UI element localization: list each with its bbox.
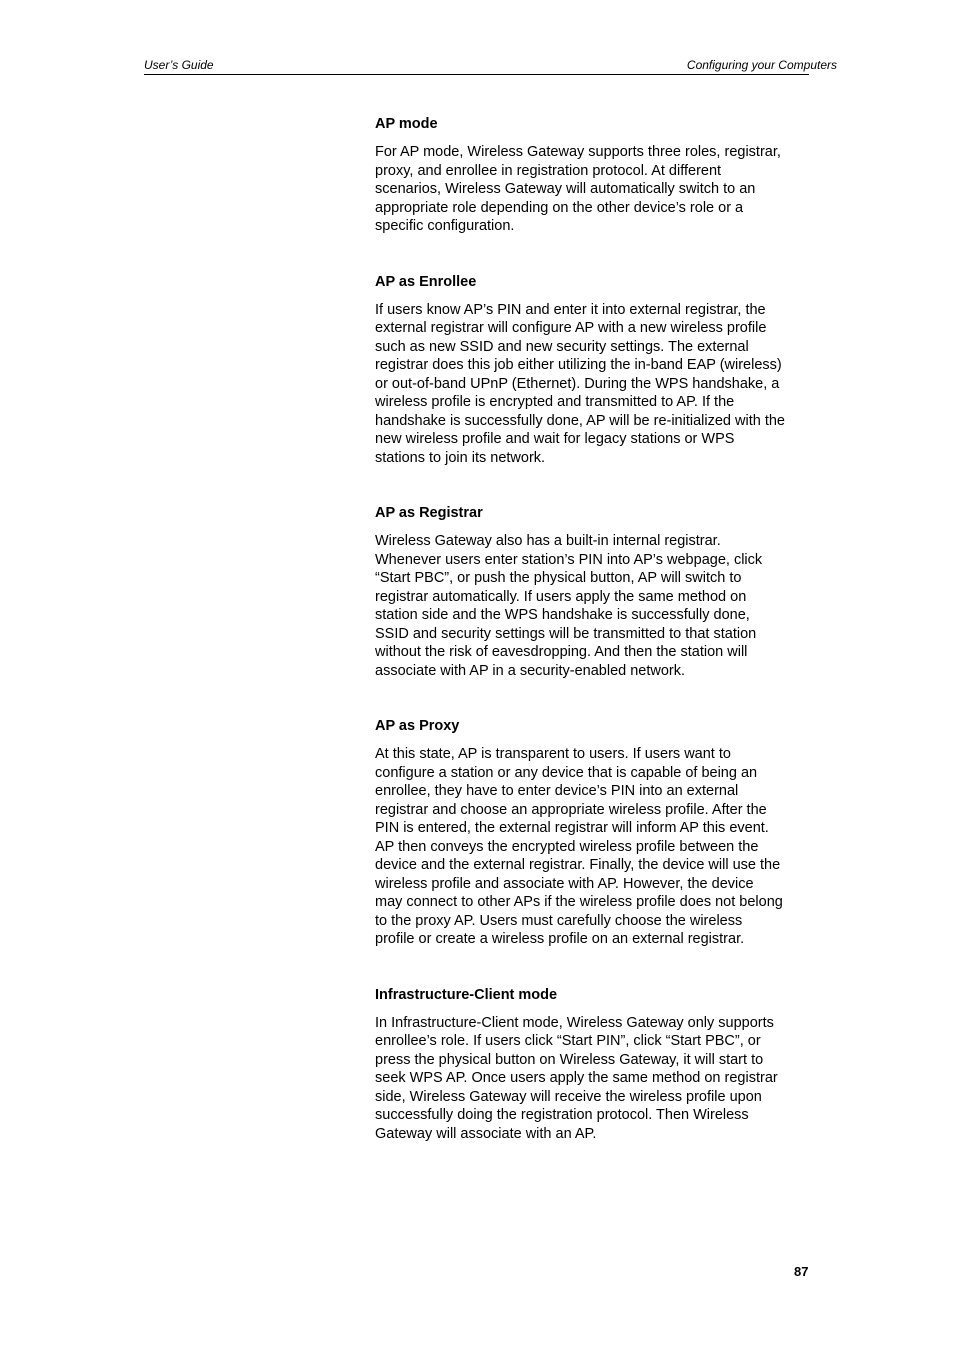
header-divider bbox=[144, 74, 809, 75]
section-paragraph: Wireless Gateway also has a built-in internal registrar. Whenever users enter station’s PIN into AP’s webpage, click “Start PBC”, or push the physical button, AP will switch to registrar automatically. If users apply the same method on station side and the WPS handshake is successfully done, SSID and security settings will be transmitted to that station without the risk of eavesdropping. And then the station will associate with AP in a security-enabled network. bbox=[375, 533, 763, 679]
section-heading: AP as Proxy bbox=[375, 718, 460, 734]
section-ap-mode bbox=[375, 115, 815, 236]
section-infrastructure-client-mode bbox=[375, 986, 815, 1144]
section-paragraph: For AP mode, Wireless Gateway supports three roles, registrar, proxy, and enrollee in registration protocol. At different scenarios, Wireless Gateway will automatically switch to an appropriate role depending on the other device’s role or a specific configuration. bbox=[375, 144, 781, 234]
section-heading: AP as Enrollee bbox=[375, 273, 477, 290]
section-paragraph: If users know AP’s PIN and enter it into external registrar, the external registrar will configure AP with a new wireless profile such as new SSID and new security settings. The external registrar does this job either utilizing the in-band EAP (wireless) or out-of-band UPnP (Ethernet). During the WPS handshake, a wireless profile is encrypted and transmitted to AP. If the handshake is successfully done, AP will be re-initialized with the new wireless profile and wait for legacy stations or WPS stations to join its network. bbox=[375, 301, 785, 466]
header-chapter-title: Configuring your Computers bbox=[686, 58, 837, 72]
section-ap-as-registrar bbox=[375, 504, 815, 680]
section-ap-as-enrollee bbox=[375, 273, 815, 468]
section-paragraph: At this state, AP is transparent to users. If users want to configure a station or any device that is capable of being an enrollee, they have to enter device’s PIN into an external registrar and choose an appropriate wireless profile. After the PIN is entered, the external registrar will inform AP this event. AP then conveys the encrypted wireless profile between the device and the external registrar. Finally, the device will use the wireless profile and associate with AP. However, the device may connect to other APs if the wireless profile does not belong to the proxy AP. Users must carefully choose the wireless profile or create a wireless profile on an external registrar. bbox=[375, 746, 783, 947]
section-paragraph: In Infrastructure-Client mode, Wireless Gateway only supports enrollee’s role. If users click “Start PIN”, click “Start PBC”, or press the physical button on Wireless Gateway, it will start to seek WPS AP. Once users apply the same method on registrar side, Wireless Gateway will receive the wireless profile upon successfully doing the registration protocol. Then Wireless Gateway will associate with an AP. bbox=[375, 1014, 778, 1142]
page-number: 87 bbox=[794, 1264, 809, 1279]
section-ap-as-proxy bbox=[375, 717, 815, 949]
section-heading: AP mode bbox=[375, 116, 438, 132]
section-heading: Infrastructure-Client mode bbox=[375, 986, 558, 1003]
section-heading: AP as Registrar bbox=[375, 505, 483, 521]
page-header bbox=[144, 56, 837, 74]
header-document-title: User’s Guide bbox=[144, 58, 214, 72]
main-content bbox=[375, 115, 815, 1180]
